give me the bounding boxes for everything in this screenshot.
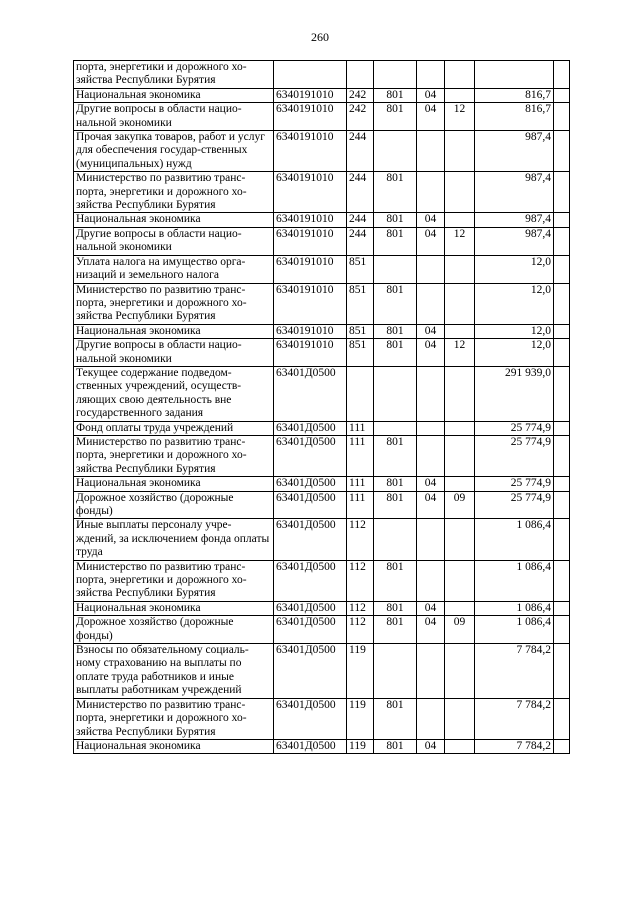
cell-amount: 12,0: [475, 339, 554, 367]
cell-section: [417, 560, 445, 601]
cell-section: [417, 61, 445, 89]
cell-ministry-code: 801: [374, 227, 417, 255]
cell-empty: [554, 644, 570, 699]
cell-amount: 25 774,9: [475, 421, 554, 435]
cell-target-code: 63401Д0500: [274, 601, 347, 615]
cell-expense-type: 112: [347, 560, 374, 601]
cell-target-code: 6340191010: [274, 172, 347, 213]
cell-section: [417, 644, 445, 699]
cell-section: [417, 435, 445, 476]
table-row: [74, 339, 570, 367]
cell-subsection: 12: [445, 227, 475, 255]
cell-empty: [554, 324, 570, 338]
cell-subsection: [445, 739, 475, 753]
table-row: [74, 255, 570, 283]
cell-target-code: 63401Д0500: [274, 739, 347, 753]
cell-subsection: 09: [445, 491, 475, 519]
table-row: [74, 601, 570, 615]
cell-name: Министерство по развитию транс-порта, энергетики и дорожного хо-зяйства Республики Бурятия: [74, 172, 274, 213]
cell-name: Взносы по обязательному социаль-ному страхованию на выплаты по оплате труда работников и иные выплаты работникам учреждений: [74, 644, 274, 699]
cell-section: 04: [417, 739, 445, 753]
cell-empty: [554, 131, 570, 172]
cell-section: 04: [417, 213, 445, 227]
table-body: [74, 61, 570, 754]
table-row: [74, 227, 570, 255]
cell-target-code: 63401Д0500: [274, 421, 347, 435]
cell-name: Министерство по развитию транс-порта, энергетики и дорожного хо-зяйства Республики Бурятия: [74, 560, 274, 601]
cell-target-code: 6340191010: [274, 213, 347, 227]
cell-name: Другие вопросы в области нацио-нальной экономики: [74, 103, 274, 131]
cell-subsection: [445, 601, 475, 615]
cell-name: Национальная экономика: [74, 477, 274, 491]
cell-subsection: [445, 477, 475, 491]
cell-amount: 816,7: [475, 103, 554, 131]
table-row: [74, 421, 570, 435]
table-row: [74, 560, 570, 601]
cell-empty: [554, 227, 570, 255]
table-row: [74, 283, 570, 324]
cell-ministry-code: [374, 644, 417, 699]
cell-subsection: [445, 421, 475, 435]
cell-ministry-code: [374, 366, 417, 421]
cell-target-code: [274, 61, 347, 89]
cell-empty: [554, 519, 570, 560]
cell-expense-type: 119: [347, 698, 374, 739]
cell-ministry-code: 801: [374, 213, 417, 227]
cell-subsection: [445, 283, 475, 324]
cell-expense-type: 111: [347, 477, 374, 491]
cell-target-code: 6340191010: [274, 255, 347, 283]
cell-expense-type: 244: [347, 131, 374, 172]
cell-amount: 12,0: [475, 324, 554, 338]
table-row: [74, 519, 570, 560]
cell-name: Прочая закупка товаров, работ и услуг для обеспечения государ-ственных (муниципальных) нужд: [74, 131, 274, 172]
cell-target-code: 63401Д0500: [274, 644, 347, 699]
cell-section: [417, 366, 445, 421]
cell-expense-type: 112: [347, 601, 374, 615]
cell-subsection: [445, 172, 475, 213]
cell-name: Дорожное хозяйство (дорожные фонды): [74, 616, 274, 644]
cell-section: 04: [417, 227, 445, 255]
cell-target-code: 63401Д0500: [274, 366, 347, 421]
cell-ministry-code: [374, 61, 417, 89]
cell-subsection: [445, 324, 475, 338]
table-row: [74, 88, 570, 102]
table-row: [74, 644, 570, 699]
cell-target-code: 63401Д0500: [274, 519, 347, 560]
cell-empty: [554, 601, 570, 615]
cell-name: Национальная экономика: [74, 601, 274, 615]
table-row: [74, 739, 570, 753]
cell-expense-type: 851: [347, 255, 374, 283]
cell-ministry-code: 801: [374, 435, 417, 476]
cell-target-code: 6340191010: [274, 103, 347, 131]
cell-ministry-code: 801: [374, 172, 417, 213]
cell-ministry-code: [374, 131, 417, 172]
table-row: [74, 103, 570, 131]
cell-expense-type: 111: [347, 435, 374, 476]
cell-amount: 12,0: [475, 283, 554, 324]
cell-empty: [554, 366, 570, 421]
cell-expense-type: 851: [347, 324, 374, 338]
cell-target-code: 63401Д0500: [274, 560, 347, 601]
table-row: [74, 61, 570, 89]
cell-name: порта, энергетики и дорожного хо-зяйства Республики Бурятия: [74, 61, 274, 89]
cell-amount: [475, 61, 554, 89]
cell-target-code: 63401Д0500: [274, 435, 347, 476]
budget-table: [73, 60, 570, 754]
cell-section: [417, 172, 445, 213]
cell-amount: 25 774,9: [475, 477, 554, 491]
table-row: [74, 172, 570, 213]
cell-expense-type: 851: [347, 339, 374, 367]
table-row: [74, 698, 570, 739]
cell-ministry-code: 801: [374, 616, 417, 644]
cell-amount: 7 784,2: [475, 698, 554, 739]
cell-name: Дорожное хозяйство (дорожные фонды): [74, 491, 274, 519]
cell-subsection: 12: [445, 339, 475, 367]
cell-subsection: 09: [445, 616, 475, 644]
cell-subsection: [445, 644, 475, 699]
cell-subsection: [445, 131, 475, 172]
cell-target-code: 6340191010: [274, 131, 347, 172]
cell-section: [417, 255, 445, 283]
cell-ministry-code: [374, 255, 417, 283]
cell-empty: [554, 421, 570, 435]
cell-empty: [554, 213, 570, 227]
cell-amount: 25 774,9: [475, 491, 554, 519]
cell-name: Иные выплаты персоналу учре-ждений, за исключением фонда оплаты труда: [74, 519, 274, 560]
table-row: [74, 616, 570, 644]
cell-target-code: 63401Д0500: [274, 698, 347, 739]
table-row: [74, 491, 570, 519]
cell-expense-type: 111: [347, 491, 374, 519]
cell-ministry-code: 801: [374, 88, 417, 102]
cell-expense-type: 119: [347, 644, 374, 699]
cell-subsection: [445, 61, 475, 89]
cell-expense-type: 244: [347, 172, 374, 213]
cell-ministry-code: 801: [374, 739, 417, 753]
cell-name: Другие вопросы в области нацио-нальной экономики: [74, 339, 274, 367]
cell-subsection: [445, 213, 475, 227]
cell-section: 04: [417, 103, 445, 131]
cell-empty: [554, 491, 570, 519]
cell-expense-type: 112: [347, 616, 374, 644]
cell-expense-type: 111: [347, 421, 374, 435]
cell-target-code: 6340191010: [274, 339, 347, 367]
cell-empty: [554, 172, 570, 213]
cell-amount: 7 784,2: [475, 644, 554, 699]
cell-ministry-code: 801: [374, 560, 417, 601]
cell-amount: 816,7: [475, 88, 554, 102]
cell-empty: [554, 435, 570, 476]
cell-section: [417, 698, 445, 739]
cell-subsection: [445, 560, 475, 601]
cell-empty: [554, 739, 570, 753]
cell-expense-type: 244: [347, 213, 374, 227]
cell-ministry-code: 801: [374, 283, 417, 324]
cell-target-code: 6340191010: [274, 227, 347, 255]
cell-name: Национальная экономика: [74, 213, 274, 227]
cell-amount: 1 086,4: [475, 601, 554, 615]
table-row: [74, 131, 570, 172]
cell-subsection: [445, 519, 475, 560]
cell-ministry-code: [374, 519, 417, 560]
cell-amount: 1 086,4: [475, 560, 554, 601]
cell-section: 04: [417, 88, 445, 102]
cell-section: [417, 519, 445, 560]
cell-empty: [554, 616, 570, 644]
cell-name: Национальная экономика: [74, 88, 274, 102]
cell-empty: [554, 477, 570, 491]
cell-empty: [554, 698, 570, 739]
cell-subsection: [445, 698, 475, 739]
cell-expense-type: 119: [347, 739, 374, 753]
cell-amount: 291 939,0: [475, 366, 554, 421]
cell-target-code: 6340191010: [274, 283, 347, 324]
cell-name: Министерство по развитию транс-порта, энергетики и дорожного хо-зяйства Республики Бурятия: [74, 698, 274, 739]
cell-empty: [554, 255, 570, 283]
cell-target-code: 6340191010: [274, 324, 347, 338]
cell-subsection: 12: [445, 103, 475, 131]
cell-section: 04: [417, 601, 445, 615]
table-row: [74, 477, 570, 491]
cell-empty: [554, 339, 570, 367]
cell-ministry-code: 801: [374, 601, 417, 615]
cell-amount: 987,4: [475, 131, 554, 172]
cell-empty: [554, 560, 570, 601]
cell-section: [417, 283, 445, 324]
cell-target-code: 63401Д0500: [274, 491, 347, 519]
cell-ministry-code: 801: [374, 324, 417, 338]
table-row: [74, 435, 570, 476]
cell-amount: 7 784,2: [475, 739, 554, 753]
cell-ministry-code: 801: [374, 698, 417, 739]
cell-amount: 1 086,4: [475, 519, 554, 560]
cell-subsection: [445, 366, 475, 421]
cell-amount: 987,4: [475, 227, 554, 255]
cell-amount: 987,4: [475, 172, 554, 213]
cell-amount: 12,0: [475, 255, 554, 283]
cell-target-code: 63401Д0500: [274, 477, 347, 491]
cell-empty: [554, 283, 570, 324]
cell-section: 04: [417, 324, 445, 338]
table-row: [74, 324, 570, 338]
cell-section: 04: [417, 616, 445, 644]
cell-expense-type: [347, 61, 374, 89]
table-row: [74, 213, 570, 227]
cell-name: Национальная экономика: [74, 324, 274, 338]
cell-section: 04: [417, 491, 445, 519]
cell-amount: 25 774,9: [475, 435, 554, 476]
cell-name: Министерство по развитию транс-порта, энергетики и дорожного хо-зяйства Республики Бурятия: [74, 435, 274, 476]
cell-section: [417, 421, 445, 435]
cell-subsection: [445, 255, 475, 283]
cell-empty: [554, 88, 570, 102]
cell-subsection: [445, 88, 475, 102]
cell-expense-type: 112: [347, 519, 374, 560]
cell-name: Текущее содержание подведом-ственных учреждений, осуществ-ляющих свою деятельность вне государственного задания: [74, 366, 274, 421]
cell-section: 04: [417, 339, 445, 367]
cell-name: Национальная экономика: [74, 739, 274, 753]
cell-amount: 1 086,4: [475, 616, 554, 644]
cell-name: Уплата налога на имущество орга-низаций и земельного налога: [74, 255, 274, 283]
cell-empty: [554, 61, 570, 89]
cell-target-code: 6340191010: [274, 88, 347, 102]
cell-ministry-code: 801: [374, 477, 417, 491]
cell-expense-type: [347, 366, 374, 421]
cell-amount: 987,4: [475, 213, 554, 227]
cell-name: Фонд оплаты труда учреждений: [74, 421, 274, 435]
cell-ministry-code: 801: [374, 339, 417, 367]
cell-subsection: [445, 435, 475, 476]
page-number: 260: [311, 30, 329, 44]
cell-expense-type: 244: [347, 227, 374, 255]
cell-section: [417, 131, 445, 172]
cell-ministry-code: 801: [374, 103, 417, 131]
cell-expense-type: 242: [347, 103, 374, 131]
cell-expense-type: 242: [347, 88, 374, 102]
cell-ministry-code: 801: [374, 491, 417, 519]
cell-name: Другие вопросы в области нацио-нальной экономики: [74, 227, 274, 255]
cell-empty: [554, 103, 570, 131]
cell-section: 04: [417, 477, 445, 491]
table-row: [74, 366, 570, 421]
cell-name: Министерство по развитию транс-порта, энергетики и дорожного хо-зяйства Республики Бурятия: [74, 283, 274, 324]
cell-target-code: 63401Д0500: [274, 616, 347, 644]
cell-expense-type: 851: [347, 283, 374, 324]
cell-ministry-code: [374, 421, 417, 435]
